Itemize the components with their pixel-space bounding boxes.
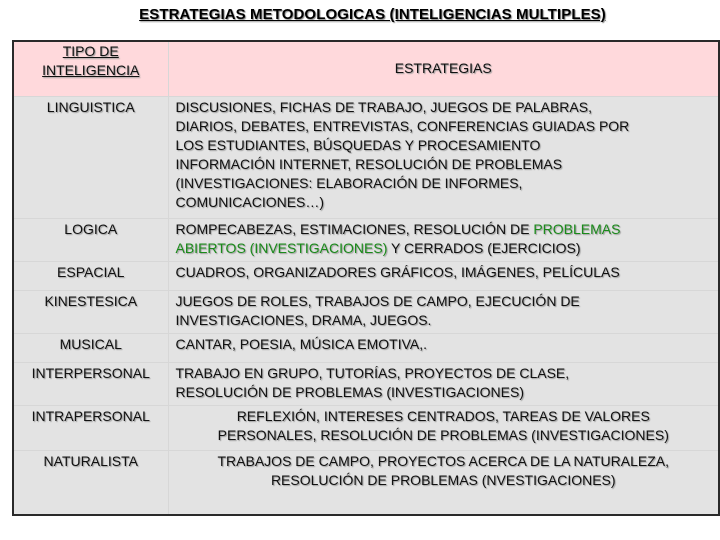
strategy-line: DIARIOS, DEBATES, ENTREVISTAS, CONFERENCIAS GUIADAS POR <box>175 117 630 134</box>
strategies-table <box>12 40 720 516</box>
table-row-intrapersonal <box>13 405 719 450</box>
table-row-naturalista <box>13 450 719 515</box>
intelligence-type: KINESTESICA <box>13 290 168 333</box>
strategy-line: JUEGOS DE ROLES, TRABAJOS DE CAMPO, EJECUCIÓN DE <box>175 292 580 309</box>
header-strategies: ESTRATEGIAS <box>168 41 719 96</box>
strategy-line: INFORMACIÓN INTERNET, RESOLUCIÓN DE PROBLEMAS <box>175 155 563 172</box>
strategies-cell <box>168 290 719 333</box>
table-row-interpersonal <box>13 362 719 405</box>
table-header-row <box>13 41 719 96</box>
strategy-line: CANTAR, POESIA, MÚSICA EMOTIVA,. <box>175 335 428 352</box>
intelligence-type: MUSICAL <box>13 333 168 362</box>
intelligence-type: INTERPERSONAL <box>13 362 168 405</box>
intelligence-type: LINGUISTICA <box>13 96 168 218</box>
strategy-line <box>176 220 713 239</box>
strategy-line: INVESTIGACIONES, DRAMA, JUEGOS. <box>175 311 432 328</box>
strategy-line: DISCUSIONES, FICHAS DE TRABAJO, JUEGOS DE PALABRAS, <box>175 98 592 115</box>
header-type-line1: TIPO DE <box>62 43 119 59</box>
table-row-musical <box>13 333 719 362</box>
header-intelligence-type <box>13 41 168 96</box>
table-row-linguistica <box>13 96 719 218</box>
intelligence-type: NATURALISTA <box>13 450 168 515</box>
strategy-line <box>176 239 713 258</box>
highlighted-text: PROBLEMAS <box>533 220 621 237</box>
strategy-line: (INVESTIGACIONES: ELABORACIÓN DE INFORMES, <box>175 174 523 191</box>
intelligence-type: INTRAPERSONAL <box>13 405 168 450</box>
strategy-line: RESOLUCIÓN DE PROBLEMAS (NVESTIGACIONES) <box>270 471 616 488</box>
strategies-cell <box>168 261 719 290</box>
table-row-kinestesica <box>13 290 719 333</box>
strategy-line: LOS ESTUDIANTES, BÚSQUEDAS Y PROCESAMIENTO <box>175 136 541 153</box>
table-row-logica <box>13 218 719 261</box>
strategy-line: COMUNICACIONES…) <box>175 193 325 210</box>
strategy-line: PERSONALES, RESOLUCIÓN DE PROBLEMAS (INVESTIGACIONES) <box>217 426 669 443</box>
strategy-line: TRABAJOS DE CAMPO, PROYECTOS ACERCA DE LA NATURALEZA, <box>217 452 669 469</box>
highlighted-text: ABIERTOS (INVESTIGACIONES) <box>175 239 388 256</box>
strategy-text: ROMPECABEZAS, ESTIMACIONES, RESOLUCIÓN DE <box>175 220 534 237</box>
strategy-text: Y CERRADOS (EJERCICIOS) <box>387 239 581 256</box>
strategies-cell <box>168 450 719 515</box>
strategies-cell <box>168 96 719 218</box>
strategy-line: TRABAJO EN GRUPO, TUTORÍAS, PROYECTOS DE CLASE, <box>175 364 570 381</box>
page-title: ESTRATEGIAS METODOLOGICAS (INTELIGENCIAS MULTIPLES) <box>139 6 606 23</box>
header-type-line2: INTELIGENCIA <box>42 62 140 78</box>
intelligence-type: ESPACIAL <box>13 261 168 290</box>
strategies-cell <box>168 405 719 450</box>
strategy-line: RESOLUCIÓN DE PROBLEMAS (INVESTIGACIONES) <box>175 383 525 400</box>
strategy-line: CUADROS, ORGANIZADORES GRÁFICOS, IMÁGENES, PELÍCULAS <box>175 263 620 280</box>
strategies-cell <box>168 218 719 261</box>
intelligence-type: LOGICA <box>13 218 168 261</box>
strategies-cell <box>168 362 719 405</box>
strategies-cell <box>168 333 719 362</box>
strategy-line: REFLEXIÓN, INTERESES CENTRADOS, TAREAS DE VALORES <box>236 407 650 424</box>
table-row-espacial <box>13 261 719 290</box>
